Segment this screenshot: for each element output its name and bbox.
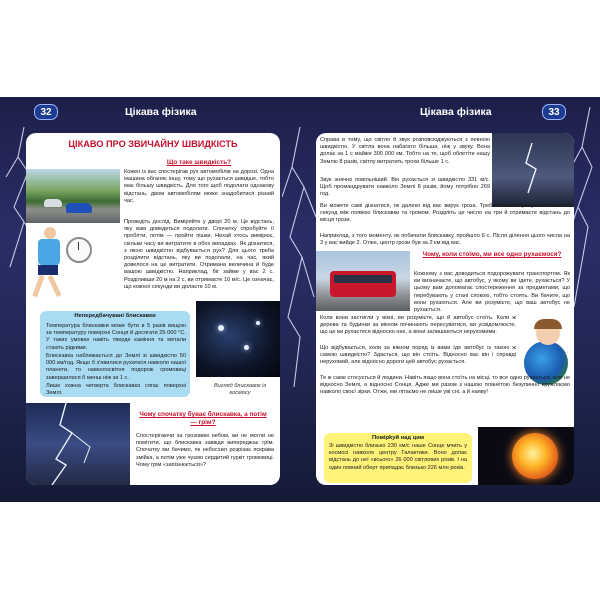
box-item: Температура блискавки може бути в 5 разів вищою за температуру поверхні Сонця й досягати 25 000 °С. У таких умовах навіть тверде каміння та метали стають рідкими. [46,323,186,351]
box-title: Помірkуй над цим [371,435,425,441]
paragraph: Звук значно повільніший. Він рухається зі швидкістю 331 м/с. Щоб промандрувати навколо Землі 8 разів, йому потрібно 269 год. [320,177,490,198]
paragraph: Коли вони застигли у вікні, ви розумієте, що й автобус стоїть. Коли ж дерева та будинки за вікном починають пересуватися, ви усвідомлюєте, що це ви рухаєтеся відносно них, а вони залишаються нерухомими. [320,315,516,336]
left-page-panel [26,133,280,485]
paragraph: Наприклад, з того моменту, як побачили блискавку, пройшло 6 с. Після ділення цього числа на 3 у вас вийде 2. Отже, центр грози був за 2 км від вас. [320,233,570,247]
running-boy-illustration [26,227,74,307]
photo-caption: Вигляд блискавок із космосу [213,383,267,396]
car-shape [66,203,92,213]
paragraph: Те ж саме стосується й людини. Навіть якщо вона стоїть на місці, то все одно рухається, але не відносно Землі, а відносно Сонця. Адже ми разом з нашою планетою безупинно кружляємо навколо своєї зірки. Отже, ми літаємо не лише уві сні, а й наяву! [320,375,570,396]
section-title: Цікава фізика [125,106,197,118]
question-what-is-speed: Що таке швидкість? [166,159,232,166]
cars-on-road-photo [26,169,120,223]
question-lightning-thunder: Чому спочатку буває блискавка, а потім — грім? [139,411,267,426]
lightning-storm-photo [26,403,130,485]
paragraph: Справа в тому, що світло й звук розповсюджуються з певною швидкістю. У світла вона набагато більша, ніж у звуку. Вона долає за 1 с майже 300 000 км. Тобто на те, щоб облетіти нашу Землю 8 разів, світлу витратить трохи більше 1 с. [320,137,490,165]
car-shape [44,199,62,207]
page-number: 32 [34,104,58,120]
storm-over-city-photo [492,133,574,207]
question-why-moving: Чому, коли стоїмо, ми все одно рухаємося? [422,251,562,258]
section-title: Цікава фізика [420,106,492,118]
paragraph: Кожен із вас спостерігав рух автомобілів на дорозі. Одна машина обганяє іншу, тому що рухається швидше, тобто має більшу швидкість. Для того щоб подолати однакову відстань, двом автомобілям може знадобитися різний час. [124,169,274,204]
paragraph: Ви можете самі дізнатися, як далеко від вас вирує гроза. Треба тільки порахувати кількість секунд між появою блискавки та громом. Розділіть це число на три й отримаєте відстань до місця грози. [320,203,570,224]
box-item: Блискавка наближається до Землі зі швидкістю 50 000 км/год. Якщо б з'явилися рухатися навколо нашої планети, то навколосвітня подорож громовиці завершилася б менш ніж за 1 с. [46,353,186,381]
paragraph: Кожному з вас доводиться подорожувати транспортом. Як ви визначаєте, що автобус, у якому ви їдете, рухається? У цьому вам допомагає спостереження за предметами, що перебувають у стані спокою, тобто стоять. Ви бачите, що вони рухаються. Але ви розумієте, що ваш автобус не рухається. [414,271,570,314]
box-text: Зі швидкістю близько 230 км/с наше Сонце мчить у космосі навколо центру Галактики. Воно долає відстань до неї «всього» 26 000 світлових років. І на один повний оберт припадає близько 226 млн років. [329,443,467,471]
think-about-it-box [324,433,472,483]
paragraph: Що відбувається, коли за вікном поряд із вами їде автобус із такою ж самою швидкістю? Здається, що він стоїть. Відносно вас він і справді нерухомий, але відносно дороги цей автобус рухається. [320,345,516,366]
box-item: Лише кожна четверта блискавка сягає поверхні Землі. [46,383,186,397]
page-heading: ЦІКАВО ПРО ЗВИЧАЙНУ ШВИДКІСТЬ [68,139,238,149]
left-section-title-wrap [125,104,197,120]
stopwatch-icon [66,237,92,263]
paragraph: Проведіть дослід. Виміряйте у дворі 20 м. Це відстань, яку вам доведеться подолати. Спочатку спробуйте її пробігти, потім — пройти пішки. Нехай хтось вимірює, скільки часу ви витратите в обох випадках. Як дізнатися, з якою швидкістю відбувається рух? Для цього треба розділити відстань, яку ви подолали, на час, який довелося на це витратити. Отримана величина й буде вашою швидкістю. Наприклад, біг займе у вас 2 с. Розділивши 20 м на 2 с, ви отримаєте 10 м/с. Це означає, що кожної секунди ви долаєте 10 м. [124,219,274,290]
book-spread [0,97,600,502]
right-page-header [542,104,566,120]
lightning-bolt-icon [282,127,318,387]
lightning-facts-box [40,311,190,397]
sun-photo [478,427,574,485]
box-title: Непередбачувані блискавки [74,313,156,319]
bus-shape [330,271,396,297]
page-number: 33 [542,104,566,120]
bus-photo [316,251,410,311]
left-page-header [34,104,58,120]
right-page-panel [316,133,574,485]
paragraph: Спостерігаючи за грозовим небом, ви не могли не помітити, що блискавка завжди випереджає грім. Спочатку ми бачимо, як небосхил розрізає яскрава змійка, а потім уже чуємо сердитий гуркіт громовиці. Чому грім «запізнюється»? [136,433,274,468]
right-section-title-wrap [420,104,492,120]
lightning-from-space-photo [196,301,280,377]
